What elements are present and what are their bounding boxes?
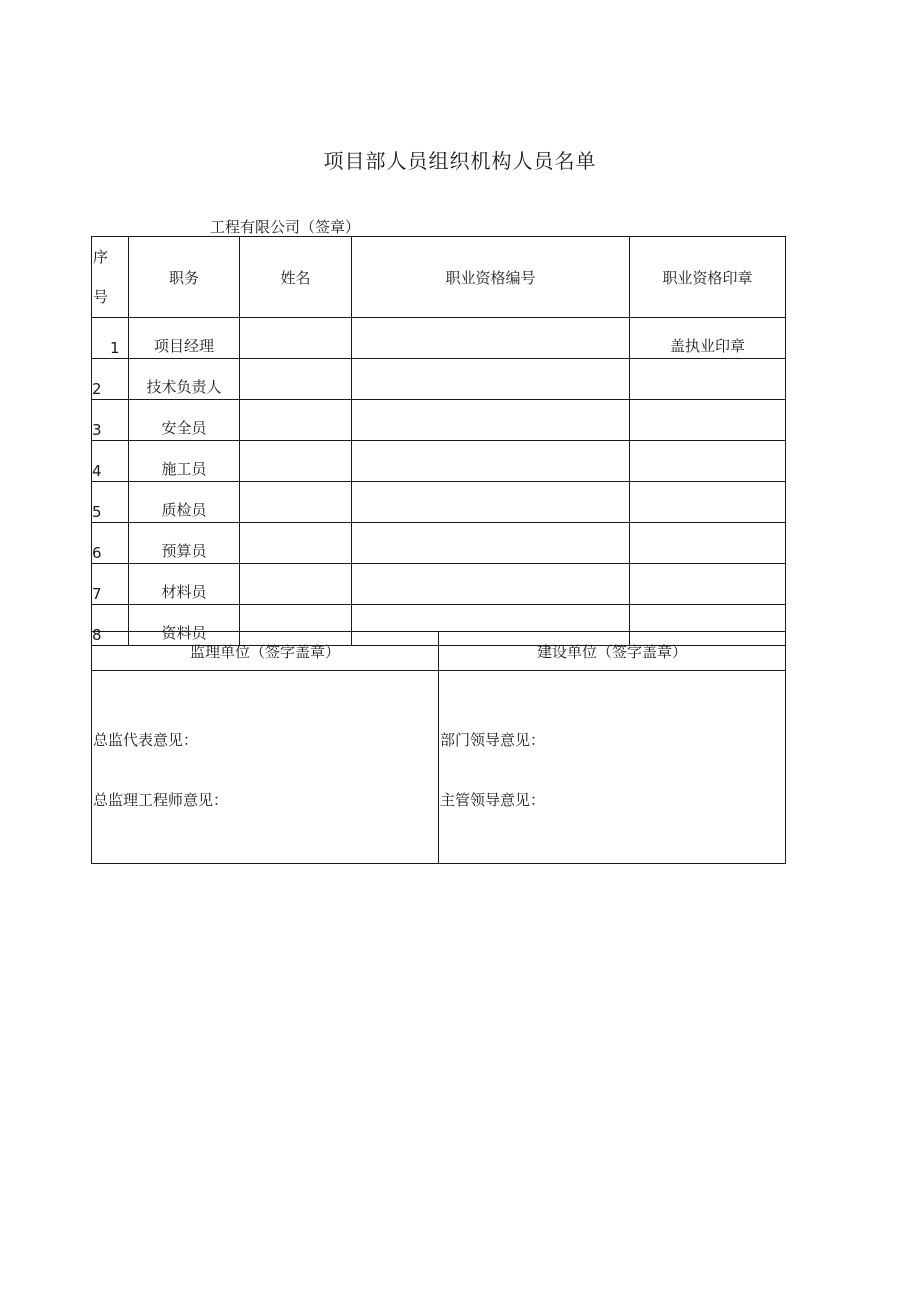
table-row — [92, 441, 786, 482]
signature-header-row — [92, 632, 786, 671]
row-index: 1 — [92, 318, 129, 359]
table-header-row — [92, 237, 786, 318]
company-seal-line: 工程有限公司（签章） — [210, 218, 361, 236]
row-cert-no-cell[interactable] — [352, 482, 630, 523]
row-role: 项目经理 — [129, 318, 240, 359]
row-name-cell[interactable] — [240, 441, 352, 482]
row-role: 资料员 — [129, 605, 240, 646]
supervision-unit-header: 监理单位（签字盖章） — [92, 632, 439, 671]
row-name-cell[interactable] — [240, 318, 352, 359]
row-role: 材料员 — [129, 564, 240, 605]
supervising-leader-opinion: 主管领导意见： — [440, 791, 546, 809]
table-row — [92, 564, 786, 605]
signature-table — [91, 631, 786, 864]
page-title: 项目部人员组织机构人员名单 — [323, 149, 597, 173]
table-row — [92, 523, 786, 564]
row-cert-no-cell[interactable] — [352, 564, 630, 605]
row-index: 4 — [92, 441, 129, 482]
header-cert-seal: 职业资格印章 — [630, 237, 786, 318]
signature-body-row — [92, 671, 786, 864]
department-leader-opinion: 部门领导意见： — [440, 731, 546, 749]
row-index: 6 — [92, 523, 129, 564]
supervision-opinion-cell[interactable] — [92, 671, 439, 864]
row-seal-cell[interactable] — [630, 482, 786, 523]
header-index-top: 序 — [93, 248, 109, 266]
row-index: 7 — [92, 564, 129, 605]
header-name: 姓名 — [240, 237, 352, 318]
header-cert-no: 职业资格编号 — [352, 237, 630, 318]
table-row — [92, 482, 786, 523]
row-index: 8 — [92, 605, 129, 646]
row-name-cell[interactable] — [240, 482, 352, 523]
table-row — [92, 318, 786, 359]
row-seal-cell[interactable] — [630, 564, 786, 605]
header-index-bottom: 号 — [93, 288, 109, 306]
row-cert-no-cell[interactable] — [352, 318, 630, 359]
row-index: 2 — [92, 359, 129, 400]
construction-opinion-cell[interactable] — [439, 671, 786, 864]
table-row — [92, 359, 786, 400]
row-role: 安全员 — [129, 400, 240, 441]
row-cert-no-cell[interactable] — [352, 441, 630, 482]
row-role: 施工员 — [129, 441, 240, 482]
table-row — [92, 400, 786, 441]
row-seal-cell[interactable] — [630, 441, 786, 482]
row-name-cell[interactable] — [240, 400, 352, 441]
personnel-table — [91, 236, 786, 646]
row-role: 技术负责人 — [129, 359, 240, 400]
row-role: 预算员 — [129, 523, 240, 564]
construction-unit-header: 建设单位（签字盖章） — [439, 632, 786, 671]
row-seal-cell[interactable] — [630, 359, 786, 400]
row-cert-no-cell[interactable] — [352, 400, 630, 441]
row-index: 5 — [92, 482, 129, 523]
row-seal-cell[interactable] — [630, 400, 786, 441]
row-name-cell[interactable] — [240, 523, 352, 564]
chief-supervising-engineer-opinion: 总监理工程师意见： — [93, 791, 229, 809]
row-cert-no-cell[interactable] — [352, 359, 630, 400]
row-seal-cell[interactable]: 盖执业印章 — [630, 318, 786, 359]
row-name-cell[interactable] — [240, 359, 352, 400]
row-index: 3 — [92, 400, 129, 441]
header-index — [92, 237, 129, 318]
row-cert-no-cell[interactable] — [352, 523, 630, 564]
header-role: 职务 — [129, 237, 240, 318]
row-role: 质检员 — [129, 482, 240, 523]
chief-supervisor-rep-opinion: 总监代表意见： — [93, 731, 199, 749]
row-name-cell[interactable] — [240, 564, 352, 605]
row-seal-cell[interactable] — [630, 523, 786, 564]
